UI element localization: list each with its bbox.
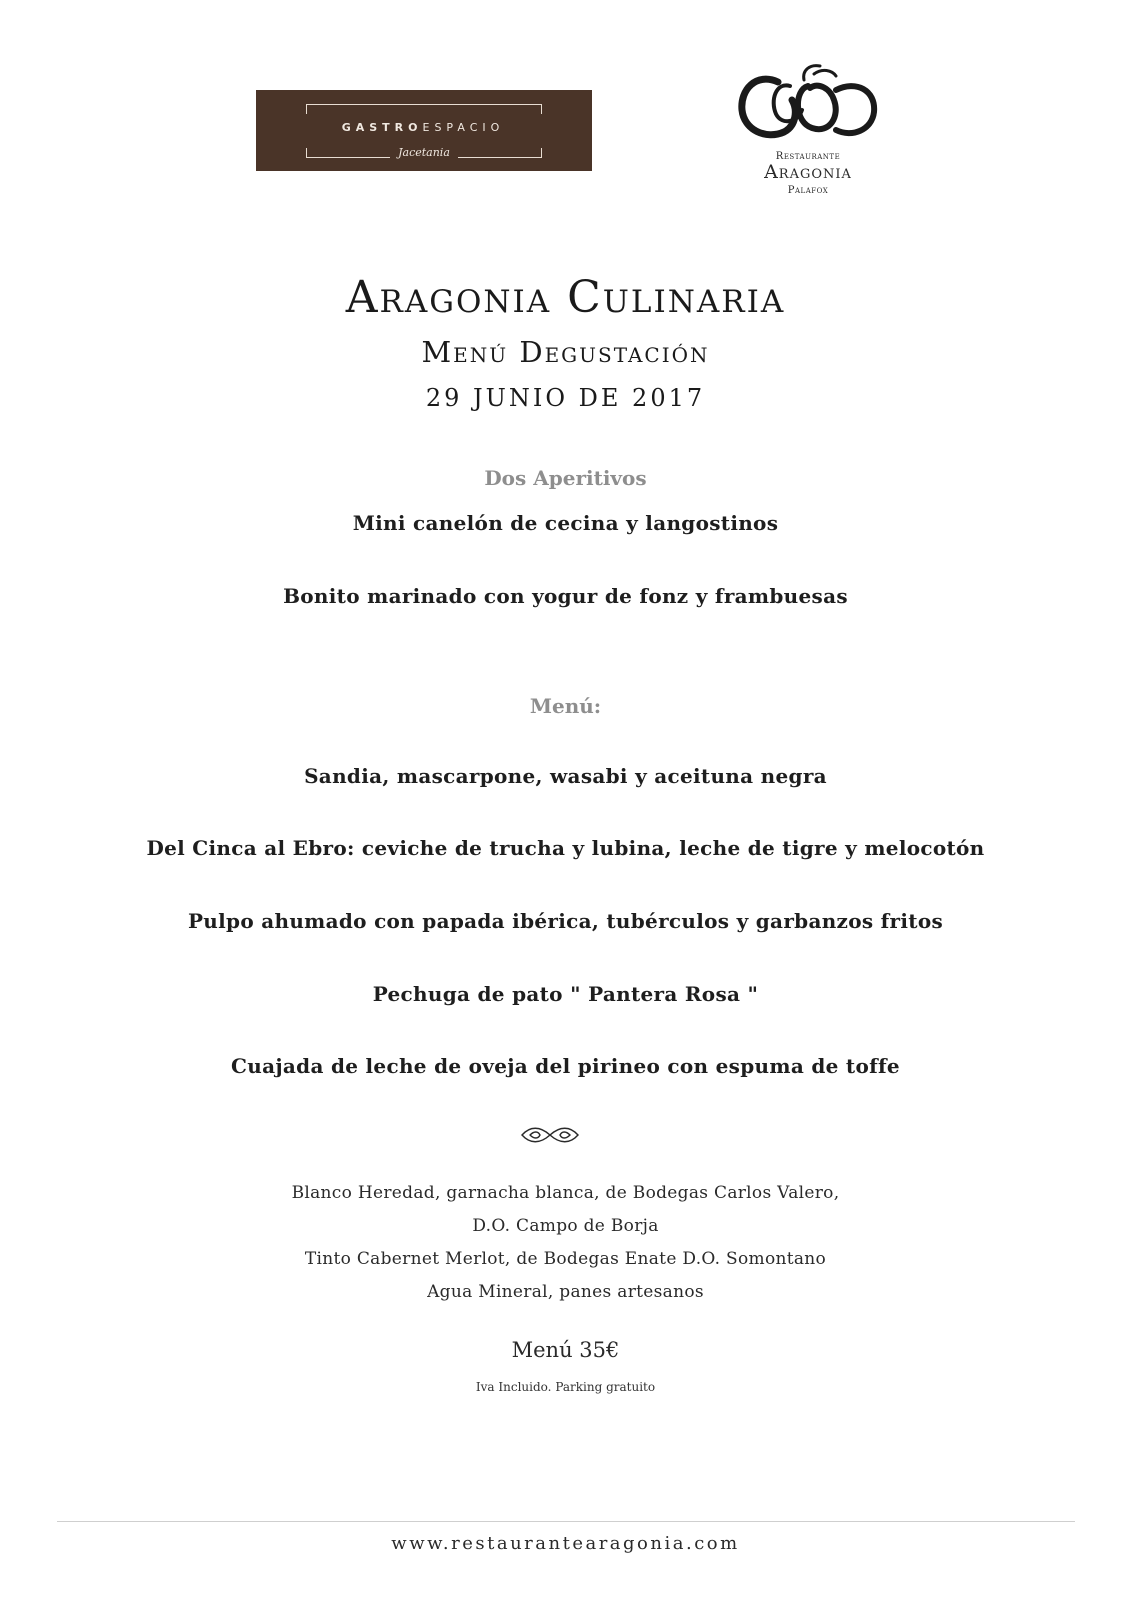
menu-heading: Menú: [529, 694, 602, 718]
logo-frame-top [306, 104, 542, 114]
aragonia-logo-bottom: Palafox [787, 185, 829, 196]
menu-item: Pechuga de pato " Pantera Rosa " [372, 982, 759, 1006]
menu-item: Sandia, mascarpone, wasabi y aceituna negra [304, 764, 827, 788]
aperitivo-item: Mini canelón de cecina y langostinos [352, 511, 779, 535]
menu-item: Pulpo ahumado con papada ibérica, tubérculos y garbanzos fritos [187, 909, 944, 933]
gastroespacio-wordmark: GASTROESPACIO [341, 121, 505, 134]
tomato-brush-icon [736, 56, 882, 146]
page-title: Aragonia Culinaria [345, 272, 786, 323]
footer-divider [57, 1521, 1075, 1522]
drink-line: Agua Mineral, panes artesanos [427, 1282, 704, 1302]
jacetania-script: Jacetania [398, 146, 450, 159]
menu-item: Cuajada de leche de oveja del pirineo con espuma de toffe [231, 1054, 900, 1078]
price-note: Iva Incluido. Parking gratuito [475, 1380, 656, 1394]
aragonia-logo [728, 56, 888, 206]
drink-line: D.O. Campo de Borja [472, 1216, 659, 1236]
flourish-ornament-icon [520, 1124, 580, 1146]
page-subtitle: Menú Degustación [421, 335, 710, 369]
aperitivos-heading: Dos Aperitivos [484, 466, 647, 490]
website-link[interactable]: www.restaurantearagonia.com [391, 1533, 740, 1554]
aperitivo-item: Bonito marinado con yogur de fonz y frambuesas [283, 584, 848, 608]
menu-price: Menú 35€ [511, 1338, 620, 1362]
aragonia-logo-name: Aragonia [764, 161, 852, 183]
event-date: 29 JUNIO DE 2017 [425, 384, 706, 412]
aragonia-logo-top: Restaurante [775, 151, 841, 162]
drink-line: Tinto Cabernet Merlot, de Bodegas Enate D.O. Somontano [304, 1249, 827, 1269]
drink-line: Blanco Heredad, garnacha blanca, de Bodegas Carlos Valero, [291, 1183, 840, 1203]
gastroespacio-logo [256, 90, 592, 171]
menu-item: Del Cinca al Ebro: ceviche de trucha y lubina, leche de tigre y melocotón [146, 836, 985, 860]
